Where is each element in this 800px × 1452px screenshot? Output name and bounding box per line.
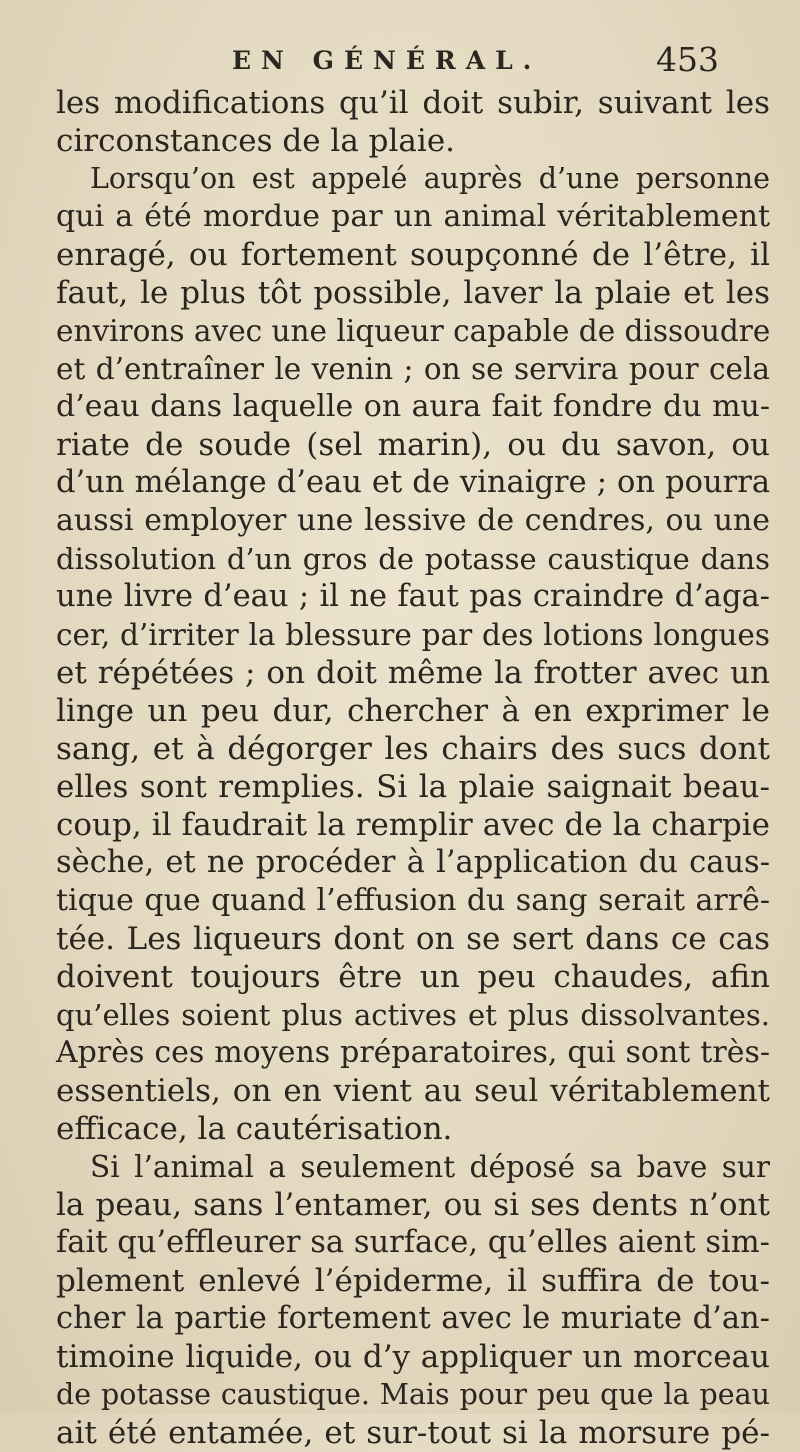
- text-line: la peau, sans l’entamer, ou si ses dents n’ont: [56, 1187, 770, 1223]
- text-line: ait été entamée, et sur-tout si la morsure pé-: [56, 1415, 770, 1451]
- page-number: 453: [656, 40, 719, 79]
- text-line: d’eau dans laquelle on aura fait fondre du mu-: [56, 389, 770, 424]
- text-line: Après ces moyens préparatoires, qui sont très-: [56, 1035, 770, 1070]
- text-line: faut, le plus tôt possible, laver la plaie et les: [56, 275, 770, 311]
- text-line: de potasse caustique. Mais pour peu que la peau: [56, 1378, 770, 1411]
- text-line: dissolution d’un gros de potasse caustique dans: [56, 542, 770, 576]
- text-line: doivent toujours être un peu chaudes, afin: [56, 959, 770, 995]
- text-line: essentiels, on en vient au seul véritablement: [56, 1073, 770, 1109]
- text-line: circonstances de la plaie.: [56, 123, 456, 159]
- text-line: timoine liquide, ou d’y appliquer un morceau: [56, 1339, 770, 1375]
- text-line: tée. Les liqueurs dont on se sert dans ce cas: [56, 921, 770, 957]
- text-line: Si l’animal a seulement déposé sa bave sur: [90, 1150, 770, 1184]
- text-line: environs avec une liqueur capable de dissoudre: [56, 314, 771, 348]
- text-line: coup, il faudrait la remplir avec de la charpie: [56, 807, 770, 843]
- text-line: riate de soude (sel marin), ou du savon, ou: [56, 427, 770, 463]
- text-line: tique que quand l’effusion du sang serait arrê-: [56, 883, 770, 918]
- text-line: qui a été mordue par un animal véritablement: [56, 199, 770, 234]
- text-line: fait qu’effleurer sa surface, qu’elles aient sim-: [56, 1225, 770, 1260]
- page-header: [0, 38, 800, 88]
- text-line: sang, et à dégorger les chairs des sucs dont: [56, 731, 770, 767]
- text-line: les modifications qu’il doit subir, suivant les: [56, 85, 770, 121]
- text-line: et répétées ; on doit même la frotter avec un: [56, 655, 770, 691]
- text-line: et d’entraîner le venin ; on se servira pour cela: [56, 352, 770, 386]
- text-line: cher la partie fortement avec le muriate d’an-: [56, 1301, 770, 1336]
- text-line: d’un mélange d’eau et de vinaigre ; on pourra: [56, 465, 770, 500]
- running-head: EN GÉNÉRAL.: [232, 46, 542, 75]
- text-line: plement enlevé l’épiderme, il suffira de tou-: [56, 1263, 770, 1299]
- text-line: qu’elles soient plus actives et plus dissolvantes.: [56, 998, 770, 1032]
- text-line: aussi employer une lessive de cendres, ou une: [56, 503, 770, 538]
- text-line: cer, d’irriter la blessure par des lotions longues: [56, 618, 770, 652]
- text-line: efficace, la cautérisation.: [56, 1111, 453, 1147]
- text-line: linge un peu dur, chercher à en exprimer le: [56, 693, 770, 729]
- body-text: [56, 84, 770, 1452]
- text-line: elles sont remplies. Si la plaie saignait beau-: [56, 769, 770, 805]
- text-line: sèche, et ne procéder à l’application du caus-: [56, 845, 770, 880]
- text-line: Lorsqu’on est appelé auprès d’une personne: [90, 162, 770, 195]
- text-line: une livre d’eau ; il ne faut pas craindre d’aga-: [56, 579, 770, 614]
- text-line: enragé, ou fortement soupçonné de l’être, il: [56, 237, 770, 273]
